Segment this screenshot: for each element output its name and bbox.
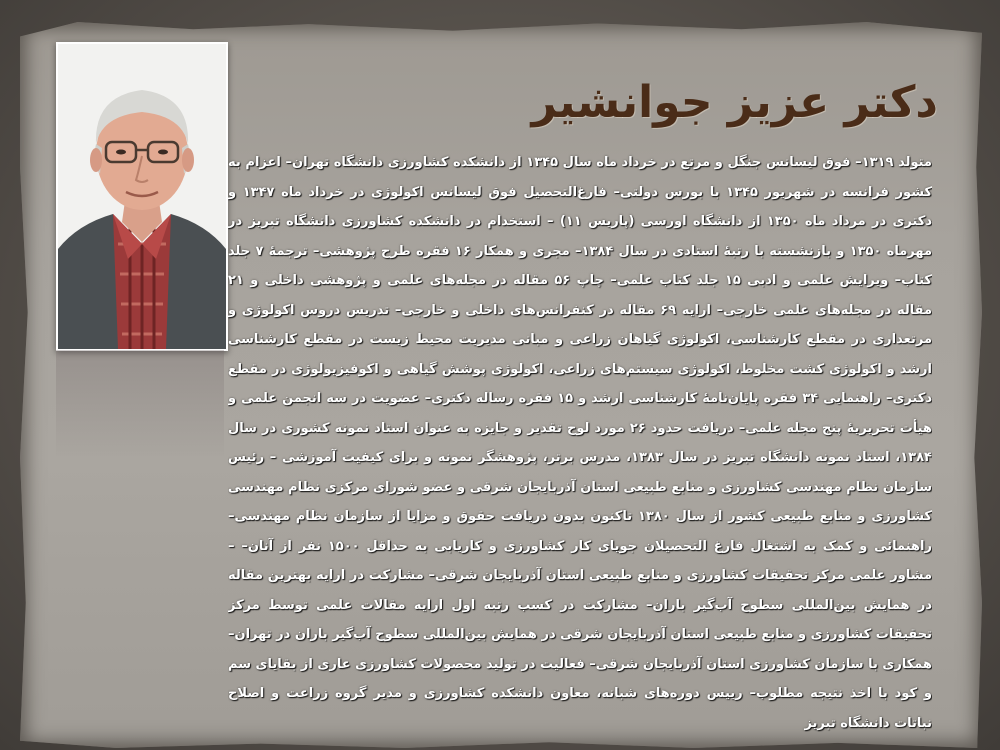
page-title: دکتر عزیز جوانشیر xyxy=(531,77,938,128)
portrait-photo xyxy=(56,42,228,351)
biography-text: متولد ۱۳۱۹– فوق لیسانس جنگل و مرتع در خرداد ماه سال ۱۳۴۵ از دانشکده کشاورزی دانشگاه تهران– اعزام به کشور فرانسه در شهریور ۱۳۴۵ با بورس دولتی– فارغ‌التحصیل فوق لیسانس اکولوژی در خرداد ماه ۱۳۴۷ و دکتری در مرداد ماه ۱۳۵۰ از دانشگاه اورسی (پاریس ۱۱) – استخدام در دانشکده کشاورزی دانشگاه تبریز در مهرماه ۱۳۵۰ و بازنشسته با رتبهٔ استادی در سال ۱۳۸۴– مجری و همکار ۱۶ فقره طرح پژوهشی– ترجمهٔ ۷ جلد کتاب– ویرایش علمی و ادبی ۱۵ جلد کتاب علمی– چاپ ۵۶ مقاله در مجله‌های علمی و پژوهشی داخلی و ۲۱ مقاله در مجله‌های علمی خارجی– ارایه ۶۹ مقاله در کنفرانس‌های داخلی و خارجی– تدریس دروس اکولوژی و مرتعداری در مقطع کارشناسی، اکولوژی گیاهان زراعی و مبانی مدیریت محیط زیست در مقطع کارشناسی ارشد و اکولوژی کشت مخلوط، اکولوژی سیستم‌های زراعی، اکولوژی پوشش گیاهی و اکوفیزیولوژی در مقطع دکتری– راهنمایی ۳۴ فقره پایان‌نامهٔ کارشناسی ارشد و ۱۵ فقره رساله دکتری– عضویت در سه انجمن علمی و هیأت تحریریهٔ پنج مجله علمی– دریافت حدود ۲۶ مورد لوح تقدیر و جایزه به عنوان استاد نمونه کشوری در سال ۱۳۸۴، استاد نمونه دانشگاه تبریز در سال ۱۳۸۳، مدرس برتر، پژوهشگر نمونه و برای کیفیت آموزشی – رئیس سازمان نظام مهندسی کشاورزی و منابع طبیعی استان آذربایجان شرقی و عضو شورای مرکزی نظام مهندسی کشاورزی و منابع طبیعی کشور از سال ۱۳۸۰ تاکنون بدون دریافت حقوق و مزایا از سازمان نظام مهندسی– راهنمائی و کمک به اشتغال فارغ التحصیلان جویای کار کشاورزی و کاریابی به حداقل ۱۵۰۰ نفر از آنان– – مشاور علمی مرکز تحقیقات کشاورزی و منابع طبیعی استان آذربایجان شرقی– مشارکت در ارایه بهترین مقاله در همایش بین‌المللی سطوح آب‌گیر باران– مشارکت در کسب رتبه اول ارایه مقالات علمی توسط مرکز تحقیقات کشاورزی و منابع طبیعی استان آذربایجان شرقی در همایش بین‌المللی سطوح آب‌گیر باران در تهران– همکاری با سازمان کشاورزی استان آذربایجان شرقی– فعالیت در تولید محصولات کشاورزی عاری از بقایای سم و کود با اخذ نتیجه مطلوب– رییس دوره‌های شبانه، معاون دانشکده کشاورزی و مدیر گروه زراعت و اصلاح نباتات دانشگاه تبریز xyxy=(228,155,932,731)
portrait-illustration xyxy=(58,44,226,349)
portrait-reflection xyxy=(56,350,224,460)
